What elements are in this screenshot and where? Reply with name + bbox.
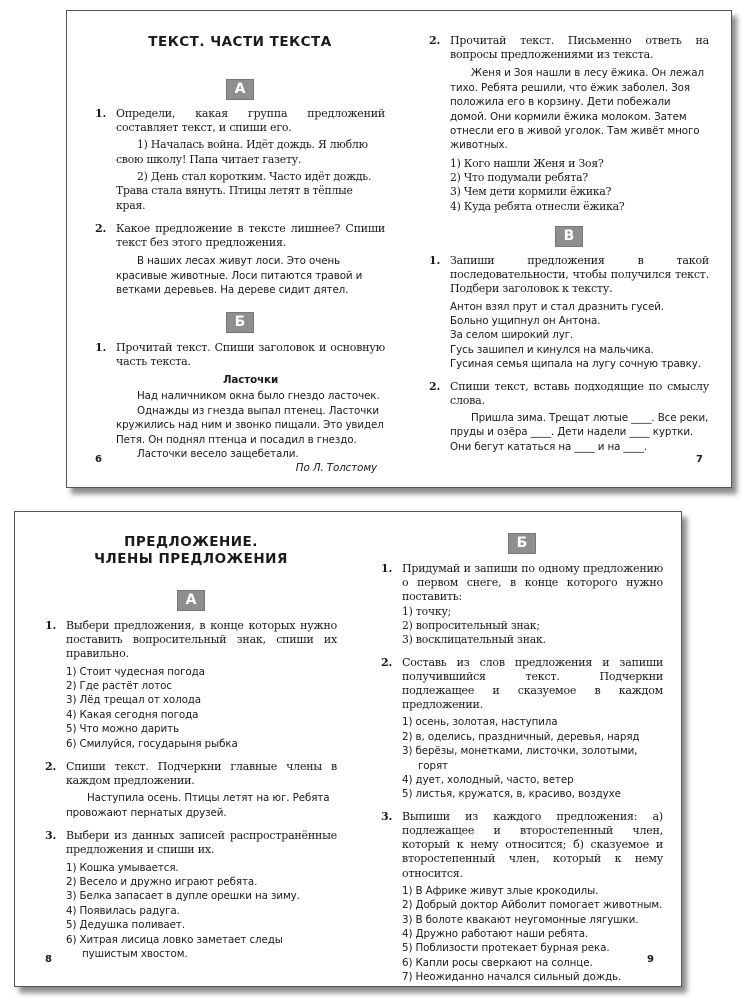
list-item: 4) дует, холодный, часто, ветер (402, 773, 574, 786)
task-text: Придумай и запиши по одному предложению о первом снеге, в конце которого нужно поставить: (402, 562, 663, 604)
task-text: Выпиши из каждого предложения: а) подлежащее и второстепенный член, который к нему относится; б) сказуемое и второстепенный член, который к нему относится. (402, 809, 663, 880)
question: 4) Куда ребята отнесли ёжика? (450, 199, 625, 213)
task-3 (45, 829, 337, 857)
task-text: Выбери предложения, в конце которых нужно поставить вопросительный знак, спиши их правильно. (66, 619, 337, 661)
punctuation-list (402, 605, 663, 648)
list-item: 5) Что можно дарить (66, 723, 179, 736)
list-item: 3) Лёд трещал от холода (66, 694, 202, 707)
sentence: Антон взял прут и стал дразнить гусей. (450, 300, 664, 313)
list-item: 6) Смилуйся, государыня рыбка (66, 737, 238, 750)
task-number: 3. (45, 829, 57, 843)
task-1 (381, 562, 663, 605)
question: 3) Чем дети кормили ёжика? (450, 185, 612, 199)
list-item: 1) точку; (402, 604, 452, 618)
page-title: ТЕКСТ. ЧАСТИ ТЕКСТА (148, 34, 332, 50)
hedgehog-text: Женя и Зоя нашли в лесу ёжика. Он лежал тихо. Ребята решили, что ёжик заболел. Зоя положила его в корзину. Дети побежали домой. Они кормили ёжика молоком. Затем отнесли его в живой уголок. Там живёт много животных. (450, 67, 704, 152)
task-1 (45, 619, 337, 662)
page-title-line-1: ПРЕДЛОЖЕНИЕ. (124, 534, 258, 550)
sentence-group-1: 1) Началась война. Идёт дождь. Я люблю свою школу! Папа читает газету. (116, 138, 368, 166)
task-number: 1. (45, 619, 57, 632)
list-item: 2) вопросительный знак; (402, 618, 540, 632)
sentences-list (450, 300, 709, 372)
task-2 (95, 222, 385, 250)
task-3 (95, 341, 385, 369)
list-item: 6) Капли росы сверкают на солнце. (402, 956, 593, 969)
task-number: 2. (381, 655, 393, 669)
list-item: 2) в, оделись, праздничный, деревья, наряд (402, 730, 640, 743)
task-2 (429, 34, 709, 62)
list-item: 5) Дедушка поливает. (66, 919, 185, 932)
story-paragraph-3: Ласточки весело защебетали. (137, 447, 299, 460)
page-number: 8 (45, 954, 52, 965)
page-8 (45, 512, 337, 962)
story-title: Ласточки (222, 373, 279, 386)
sentences-list (402, 884, 663, 985)
task-text: Выбери из данных записей распространённые предложения и спиши их. (66, 829, 337, 857)
task-number: 1. (381, 562, 393, 575)
task-number: 2. (429, 379, 441, 393)
story-author: По Л. Толстому (295, 462, 377, 475)
list-item: 3) берёзы, монетками, листочки, золотыми, горят (402, 745, 638, 772)
spread-pages-6-7 (66, 10, 732, 488)
task-2b (429, 380, 709, 408)
list-item: 2) Весело и дружно играют ребята. (66, 876, 258, 889)
task-text: Составь из слов предложения и запиши получившийся текст. Подчеркни подлежащее и сказуемое в каждом предложении. (402, 655, 663, 712)
list-item: 7) Неожиданно начался сильный дождь. (402, 971, 622, 984)
page-title-line-2: ЧЛЕНЫ ПРЕДЛОЖЕНИЯ (94, 551, 288, 567)
list-item: 2) Где растёт лотос (66, 680, 172, 693)
task-text: Какое предложение в тексте лишнее? Спиши текст без этого предложения. (116, 221, 385, 250)
words-list (402, 715, 663, 801)
task-text: Определи, какая группа предложений составляет текст, и спиши его. (116, 107, 385, 135)
page-7 (429, 11, 709, 454)
sentences-list (66, 861, 337, 962)
task-number: 2. (429, 34, 441, 47)
task-number: 1. (95, 107, 107, 120)
autumn-text: Наступила осень. Птицы летят на юг. Ребята провожают пернатых друзей. (66, 792, 330, 819)
level-badge-v: В (555, 226, 583, 247)
story-paragraph-2: Однажды из гнезда выпал птенец. Ласточки кружились над ним и звонко пищали. Это увидел Петя. Он поднял птенца и посадил в гнездо. (116, 404, 384, 446)
level-badge-b: Б (508, 533, 536, 554)
story-paragraph-1: Над наличником окна было гнездо ласточек. (137, 390, 380, 403)
sentence: Гусиная семья щипала на лугу сочную травку. (450, 358, 701, 371)
question: 1) Кого нашли Женя и Зоя? (450, 156, 604, 170)
list-item: 3) восклицательный знак. (402, 633, 546, 647)
task-1 (95, 107, 385, 135)
sentence: Больно ущипнул он Антона. (450, 315, 601, 328)
list-item: 6) Хитрая лисица ловко заметает следы пушистым хвостом. (66, 933, 283, 961)
page-number: 9 (647, 954, 654, 965)
task-text: Спиши текст. Подчеркни главные члены в каждом предложении. (66, 760, 337, 788)
page-number: 7 (696, 454, 703, 465)
questions-list (450, 157, 709, 214)
task-1 (429, 254, 709, 297)
task-number: 1. (429, 254, 441, 268)
question: 2) Что подумали ребята? (450, 171, 588, 185)
list-item: 1) осень, золотая, наступила (402, 716, 558, 729)
task-number: 2. (45, 760, 57, 774)
task-text: Прочитай текст. Письменно ответь на вопросы предложениями из текста. (450, 34, 709, 62)
task-text: Запиши предложения в такой последовательности, чтобы получился текст. Подбери заголовок к тексту. (450, 254, 709, 296)
sentence: Гусь зашипел и кинулся на мальчика. (450, 343, 654, 356)
winter-text: Пришла зима. Трещат лютые ____. Все реки, пруды и озёра ____. Дети надели ____ куртки. Они бегут кататься на ____ и на ____. (450, 412, 709, 453)
list-item: 1) В Африке живут злые крокодилы. (402, 884, 599, 897)
list-item: 3) Белка запасает в дупле орешки на зиму. (66, 890, 300, 903)
list-item: 2) Добрый доктор Айболит помогает животным. (402, 899, 663, 912)
list-item: 1) Стоит чудесная погода (66, 665, 205, 678)
list-item: 4) Дружно работают наши ребята. (402, 927, 589, 940)
task-text: Прочитай текст. Спиши заголовок и основную часть текста. (116, 340, 385, 368)
level-badge-a: А (226, 79, 254, 100)
list-item: 5) Поблизости протекает бурная река. (402, 942, 610, 955)
level-badge-a: А (177, 590, 205, 611)
task-text: Спиши текст, вставь подходящие по смыслу слова. (450, 379, 709, 407)
list-item: 1) Кошка умывается. (66, 861, 179, 874)
level-badge-b: Б (226, 312, 254, 333)
list-item: 5) листья, кружатся, в, красиво, воздухе (402, 788, 621, 801)
page-6 (95, 11, 385, 476)
list-item: 3) В болоте квакают неугомонные лягушки. (402, 913, 639, 926)
sentence: За селом широкий луг. (450, 329, 574, 342)
list-item: 4) Появилась радуга. (66, 904, 180, 917)
sentence-group-2: 2) День стал коротким. Часто идёт дождь. Трава стала вянуть. Птицы летят в тёплые края. (116, 170, 372, 212)
task-2-text: В наших лесах живут лоси. Это очень красивые животные. Лоси питаются травой и ветками деревьев. На дереве сидит дятел. (116, 255, 363, 297)
task-number: 1. (95, 340, 107, 354)
task-3 (381, 810, 663, 881)
task-2 (381, 656, 663, 713)
spread-pages-8-9 (14, 511, 682, 987)
page-number: 6 (95, 454, 102, 465)
page-9 (381, 512, 663, 985)
task-number: 3. (381, 809, 393, 823)
list-item: 4) Какая сегодня погода (66, 708, 199, 721)
sentences-list (66, 665, 337, 751)
task-2 (45, 760, 337, 788)
task-number: 2. (95, 221, 107, 235)
